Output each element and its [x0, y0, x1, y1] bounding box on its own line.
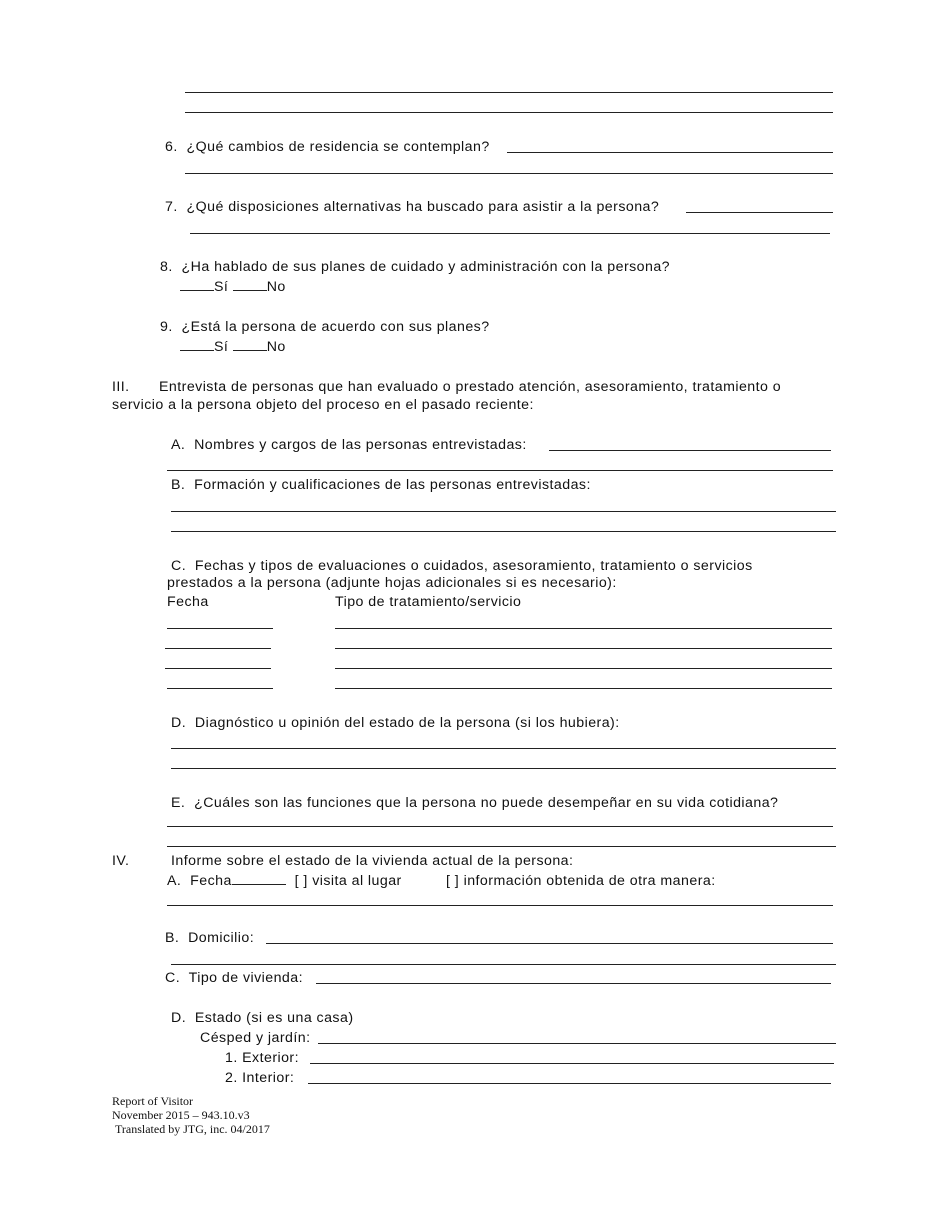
question-7-answer-line[interactable]: [686, 212, 833, 213]
item-letter: C.: [165, 970, 181, 986]
exterior-label: 1. Exterior:: [225, 1050, 299, 1066]
question-8-yes-no: [180, 279, 286, 296]
section-4-title: Informe sobre el estado de la vivienda actual de la persona:: [171, 853, 574, 869]
section-3-c-continued: prestados a la persona (adjunte hojas adicionales si es necesario):: [167, 575, 617, 591]
item-letter: D.: [171, 1010, 187, 1026]
housing-type-answer-line[interactable]: [316, 983, 831, 984]
date-answer-line[interactable]: [165, 668, 271, 669]
question-number: 9.: [160, 319, 173, 335]
item-letter: A.: [167, 873, 182, 889]
section-4-a: [167, 873, 402, 890]
other-info-checkbox[interactable]: [ ]: [446, 873, 460, 889]
question-7: [165, 199, 659, 216]
yes-blank[interactable]: [180, 350, 214, 351]
no-label: No: [266, 279, 286, 295]
answer-line[interactable]: [185, 112, 833, 113]
interviewees-answer-line[interactable]: [167, 470, 833, 471]
yes-label: Sí: [214, 279, 229, 295]
treatment-answer-line[interactable]: [335, 628, 832, 629]
item-text: Diagnóstico u opinión del estado de la persona (si los hubiera):: [194, 715, 620, 731]
item-text: Estado (si es una casa): [194, 1010, 354, 1026]
section-4-b: [165, 930, 254, 947]
section-3-c: [171, 558, 753, 575]
item-letter: E.: [171, 795, 186, 811]
question-9: [160, 319, 490, 336]
section-4-a-other: [446, 873, 716, 890]
site-visit-checkbox[interactable]: [ ]: [294, 873, 308, 889]
column-header-date: Fecha: [167, 594, 209, 610]
question-7-answer-line[interactable]: [190, 233, 830, 234]
section-4-d: [171, 1010, 354, 1027]
column-header-treatment-type: Tipo de tratamiento/servicio: [335, 594, 522, 610]
diagnosis-answer-line[interactable]: [171, 748, 836, 749]
item-text: Nombres y cargos de las personas entrevistadas:: [194, 437, 527, 453]
item-letter: C.: [171, 558, 187, 574]
section-3-e: [171, 795, 778, 812]
section-3-intro-continued: servicio a la persona objeto del proceso en el pasado reciente:: [112, 397, 534, 413]
date-blank[interactable]: [232, 884, 286, 885]
interior-label: 2. Interior:: [225, 1070, 295, 1086]
question-text: ¿Qué disposiciones alternativas ha buscado para asistir a la persona?: [186, 199, 660, 215]
address-answer-line[interactable]: [266, 943, 833, 944]
question-text: ¿Está la persona de acuerdo con sus planes?: [181, 319, 490, 335]
item-text: Domicilio:: [188, 930, 255, 946]
section-3-number: III.: [112, 379, 130, 395]
question-6-answer-line[interactable]: [507, 152, 833, 153]
interior-answer-line[interactable]: [308, 1083, 831, 1084]
item-text: Tipo de vivienda:: [188, 970, 304, 986]
section-4-c: [165, 970, 303, 987]
section-4-number: IV.: [112, 853, 130, 869]
item-text: ¿Cuáles son las funciones que la persona no puede desempeñar en su vida cotidiana?: [194, 795, 779, 811]
item-letter: B.: [171, 477, 186, 493]
treatment-answer-line[interactable]: [335, 688, 832, 689]
question-6: [165, 139, 490, 156]
footer-translation-credit: Translated by JTG, inc. 04/2017: [115, 1122, 270, 1136]
other-info-label: información obtenida de otra manera:: [463, 873, 716, 889]
date-label: Fecha: [190, 873, 232, 889]
item-letter: A.: [171, 437, 186, 453]
treatment-answer-line[interactable]: [335, 668, 832, 669]
yes-label: Sí: [214, 339, 229, 355]
qualifications-answer-line[interactable]: [171, 511, 836, 512]
date-answer-line[interactable]: [167, 688, 273, 689]
functions-answer-line[interactable]: [167, 826, 833, 827]
qualifications-answer-line[interactable]: [171, 531, 836, 532]
housing-info-answer-line[interactable]: [167, 905, 833, 906]
no-blank[interactable]: [233, 350, 267, 351]
date-answer-line[interactable]: [165, 648, 271, 649]
no-label: No: [266, 339, 286, 355]
footer-form-title: Report of Visitor: [112, 1094, 194, 1108]
question-number: 6.: [165, 139, 178, 155]
question-8: [160, 259, 670, 276]
treatment-answer-line[interactable]: [335, 648, 832, 649]
item-text: Formación y cualificaciones de las personas entrevistadas:: [194, 477, 591, 493]
diagnosis-answer-line[interactable]: [171, 768, 836, 769]
site-visit-label: visita al lugar: [312, 873, 402, 889]
date-answer-line[interactable]: [167, 628, 273, 629]
question-9-yes-no: [180, 339, 286, 356]
question-6-answer-line[interactable]: [185, 173, 833, 174]
section-3-a: [171, 437, 527, 454]
question-number: 7.: [165, 199, 178, 215]
question-text: ¿Qué cambios de residencia se contemplan?: [186, 139, 490, 155]
interviewees-answer-line[interactable]: [549, 450, 831, 451]
functions-answer-line[interactable]: [167, 846, 836, 847]
question-text: ¿Ha hablado de sus planes de cuidado y administración con la persona?: [181, 259, 671, 275]
question-number: 8.: [160, 259, 173, 275]
section-3-d: [171, 715, 620, 732]
yes-blank[interactable]: [180, 290, 214, 291]
lawn-garden-label: Césped y jardín:: [200, 1030, 311, 1046]
address-answer-line[interactable]: [171, 964, 836, 965]
footer-form-version: November 2015 – 943.10.v3: [112, 1108, 250, 1122]
item-letter: D.: [171, 715, 187, 731]
exterior-answer-line[interactable]: [310, 1063, 834, 1064]
section-3-b: [171, 477, 591, 494]
lawn-garden-answer-line[interactable]: [318, 1043, 836, 1044]
item-text: Fechas y tipos de evaluaciones o cuidados, asesoramiento, tratamiento o servicios: [194, 558, 753, 574]
section-3-intro: Entrevista de personas que han evaluado o prestado atención, asesoramiento, tratamiento o: [159, 379, 782, 395]
item-letter: B.: [165, 930, 180, 946]
answer-line[interactable]: [185, 92, 833, 93]
no-blank[interactable]: [233, 290, 267, 291]
